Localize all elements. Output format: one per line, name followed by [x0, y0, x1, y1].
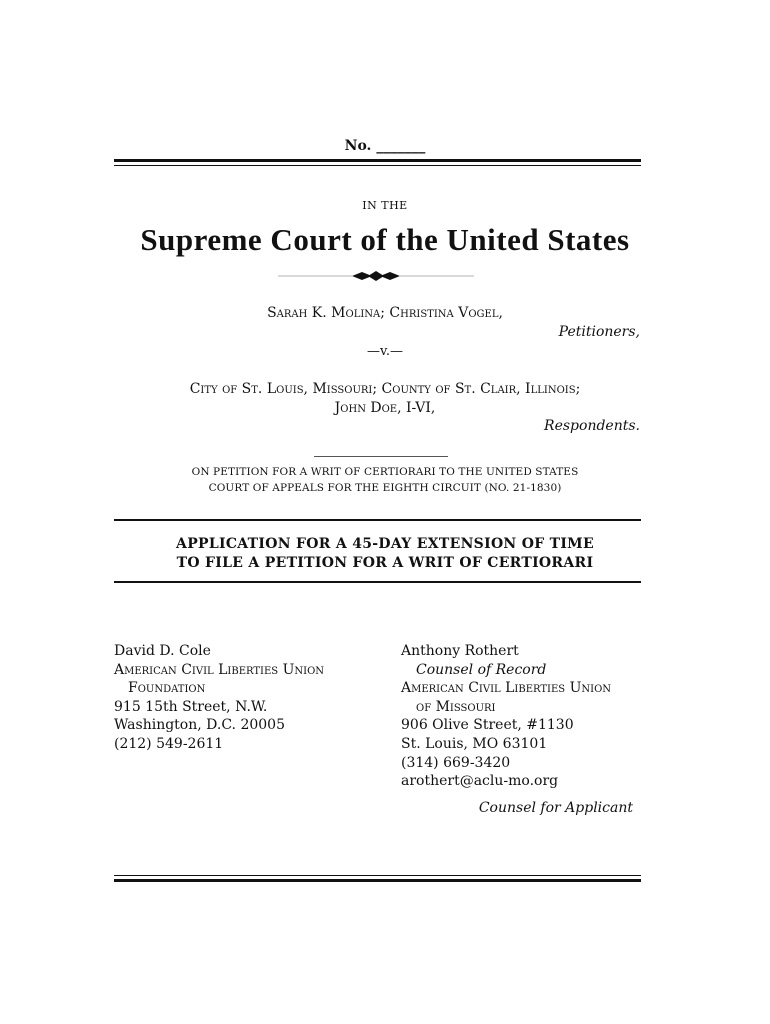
counsel-left-address2: Washington, D.C. 20005 — [114, 717, 285, 734]
counsel-left-name: David D. Cole — [114, 643, 211, 659]
petitioners-names: Sarah K. Molina; Christina Vogel, — [267, 305, 503, 321]
docket-blank: _______ — [376, 138, 426, 154]
counsel-right-address1: 906 Olive Street, #1130 — [401, 717, 574, 734]
court-name: Supreme Court of the United States — [140, 222, 630, 257]
versus: —v.— — [367, 344, 403, 359]
petition-note-line1: ON PETITION FOR A WRIT OF CERTIORARI TO THE UNITED STATES — [191, 466, 579, 478]
docket-label: No. — [344, 138, 372, 154]
ornament-divider — [278, 268, 474, 284]
bottom-rule-thin — [114, 875, 641, 876]
title-line1: APPLICATION FOR A 45-DAY EXTENSION OF TIME — [176, 536, 594, 552]
counsel-right-address2: St. Louis, MO 63101 — [401, 735, 548, 752]
counsel-footer-role: Counsel for Applicant — [478, 800, 633, 816]
bottom-rule-thick — [114, 879, 641, 882]
counsel-right-block — [401, 642, 611, 791]
counsel-right-email[interactable]: arothert@aclu-mo.org — [401, 773, 559, 790]
short-divider — [314, 456, 448, 457]
docket-number — [0, 138, 770, 154]
counsel-left-org1: American Civil Liberties Union — [114, 661, 325, 678]
ornament-diamond-right — [380, 272, 400, 280]
respondents-line1: City of St. Louis, Missouri; County of St. Clair, Illinois; — [189, 381, 581, 397]
counsel-right-phone: (314) 669-3420 — [401, 754, 511, 771]
counsel-left-address1: 915 15th Street, N.W. — [114, 698, 268, 715]
counsel-right-role: Counsel of Record — [416, 661, 547, 678]
counsel-right-org1: American Civil Liberties Union — [401, 680, 612, 697]
counsel-left-phone: (212) 549-2611 — [114, 735, 224, 752]
top-rule-thin — [114, 165, 641, 166]
petitioners-role: Petitioners, — [558, 324, 640, 340]
counsel-right-name: Anthony Rothert — [401, 643, 519, 659]
respondents-role: Respondents. — [544, 418, 640, 434]
respondents-line2: John Doe, I-VI, — [334, 400, 436, 416]
petition-note-line2: COURT OF APPEALS FOR THE EIGHTH CIRCUIT (NO. 21-1830) — [208, 482, 562, 494]
court-preface: IN THE — [362, 199, 408, 212]
counsel-right-org2: of Missouri — [416, 698, 496, 715]
top-rule-thick — [114, 159, 641, 162]
counsel-left-org2: Foundation — [128, 680, 206, 697]
counsel-left-block — [114, 642, 324, 754]
title-rule-top — [114, 519, 641, 521]
title-rule-bottom — [114, 581, 641, 583]
title-line2: TO FILE A PETITION FOR A WRIT OF CERTIORARI — [176, 555, 594, 571]
